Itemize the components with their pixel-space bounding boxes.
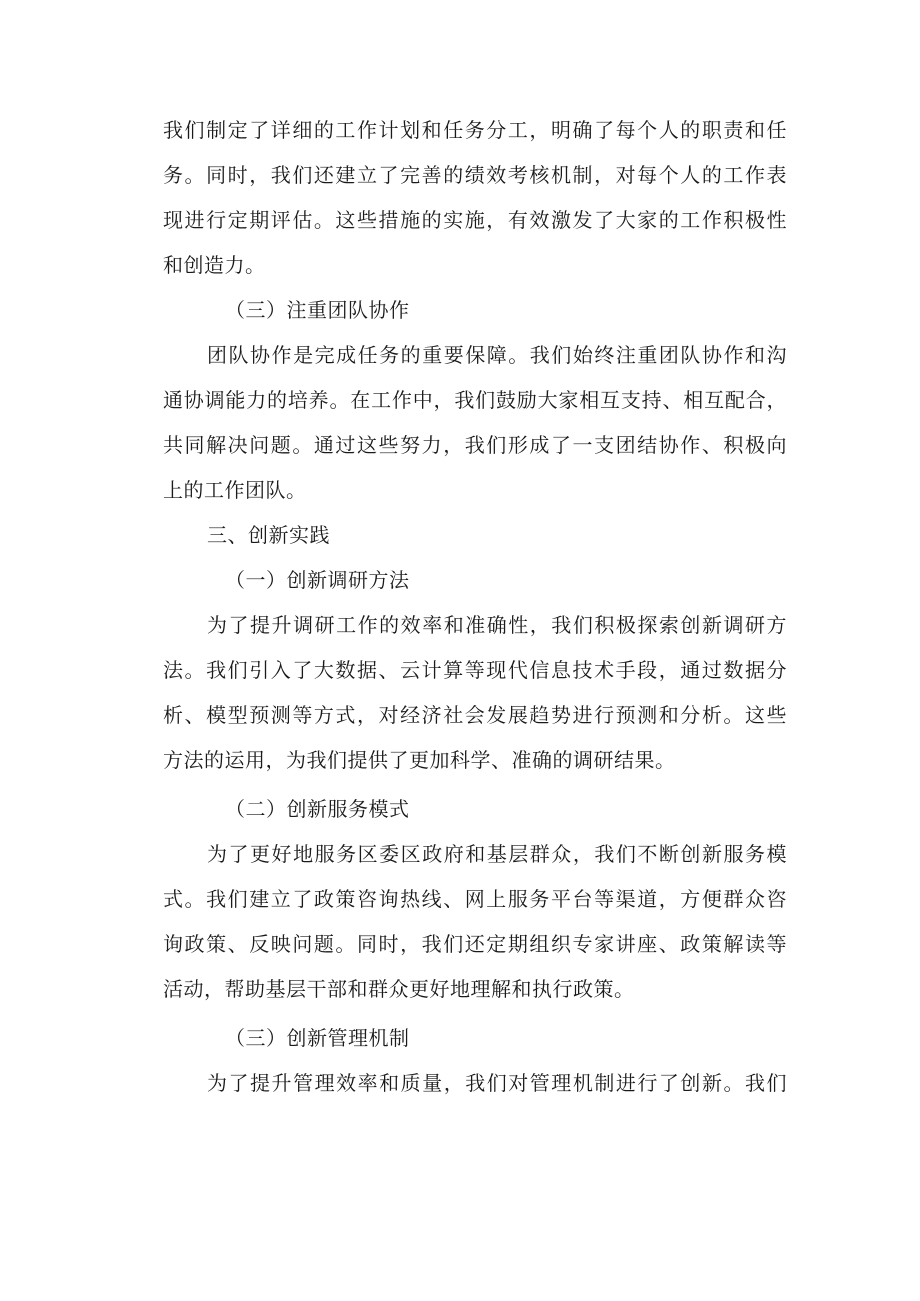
paragraph-management [163,1061,787,1106]
paragraph-line: 为了更好地服务区委区政府和基层群众，我们不断创新服务模 [207,842,787,866]
paragraph-line: 共同解决问题。通过这些努力，我们形成了一支团结协作、积极向 [163,433,787,457]
paragraph-research [163,603,787,783]
paragraph-line: 务。同时，我们还建立了完善的绩效考核机制，对每个人的工作表 [163,163,787,187]
paragraph-line: 通协调能力的培养。在工作中，我们鼓励大家相互支持、相互配合， [163,388,787,412]
heading-management-mechanism: （三）创新管理机制 [225,1026,410,1050]
document-page [163,108,787,1106]
paragraph-line: 方法的运用，为我们提供了更加科学、准确的调研结果。 [163,748,676,772]
heading-teamwork: （三）注重团队协作 [225,298,410,322]
paragraph-line: 团队协作是完成任务的重要保障。我们始终注重团队协作和沟 [207,343,787,367]
paragraph-teamwork [163,333,787,513]
paragraph-line: 上的工作团队。 [163,478,307,502]
paragraph-line: 法。我们引入了大数据、云计算等现代信息技术手段，通过数据分 [163,658,787,682]
paragraph-line: 我们制定了详细的工作计划和任务分工，明确了每个人的职责和任 [163,118,787,142]
heading-research-methods: （一）创新调研方法 [225,568,410,592]
heading-section-innovation: 三、创新实践 [207,523,330,547]
paragraph-line: 询政策、反映问题。同时，我们还定期组织专家讲座、政策解读等 [163,932,787,956]
paragraph-line: 为了提升调研工作的效率和准确性，我们积极探索创新调研方 [207,613,787,637]
paragraph-line: 析、模型预测等方式，对经济社会发展趋势进行预测和分析。这些 [163,703,787,727]
paragraph-line: 现进行定期评估。这些措施的实施，有效激发了大家的工作积极性 [163,208,787,232]
paragraph-line: 为了提升管理效率和质量，我们对管理机制进行了创新。我们 [207,1071,787,1095]
paragraph-service [163,832,787,1012]
paragraph-performance [163,108,787,288]
paragraph-line: 式。我们建立了政策咨询热线、网上服务平台等渠道，方便群众咨 [163,887,787,911]
paragraph-line: 活动，帮助基层干部和群众更好地理解和执行政策。 [163,977,635,1001]
paragraph-line: 和创造力。 [163,253,266,277]
heading-service-model: （二）创新服务模式 [225,797,410,821]
